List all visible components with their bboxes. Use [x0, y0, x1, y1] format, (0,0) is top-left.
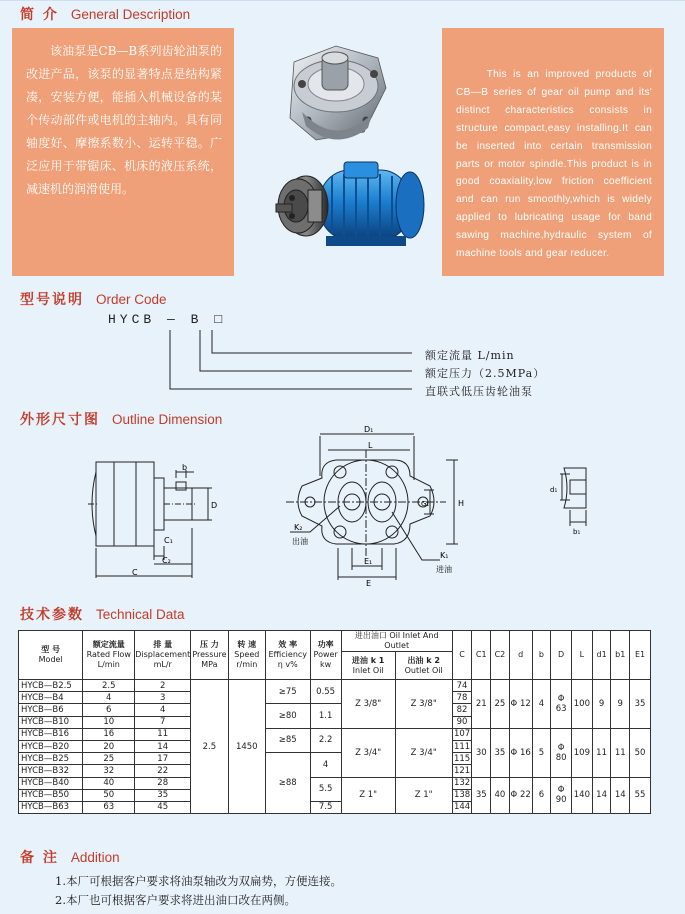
- th-speed: 转 速 Speed r/min: [228, 631, 265, 680]
- dim-C2: C₂: [162, 556, 171, 565]
- intro-cn-box: [12, 28, 234, 276]
- table-row: HYCB—B50 50 35 138: [19, 789, 651, 801]
- addition-title: [20, 847, 120, 867]
- th-E1: E1: [630, 631, 651, 680]
- table-row: HYCB—B6 6 4 ≥80 1.1 82: [19, 704, 651, 716]
- th-C1: C1: [472, 631, 491, 680]
- pressure-value: 2.5: [191, 680, 228, 814]
- order-line-type: 直联式低压齿轮油泵: [425, 385, 533, 398]
- table-row: HYCB—B25 25 17 ≥88 4 115: [19, 753, 651, 765]
- th-b1: b1: [611, 631, 630, 680]
- th-power: 功率 Power kw: [310, 631, 341, 680]
- note-1: 1.本厂可根据客户要求将油泵轴改为双扁势，方便连接。: [55, 874, 342, 888]
- dim-D: D: [211, 501, 218, 510]
- table-row: HYCB—B20 20 14 111: [19, 740, 651, 752]
- dim-b: b: [182, 463, 188, 472]
- th-outlet: 出油 k 2 Outlet Oil: [395, 652, 452, 680]
- th-d1: d1: [592, 631, 611, 680]
- intro-en-box: [442, 28, 664, 276]
- dim-C: C: [132, 568, 138, 577]
- dim-D1: D₁: [364, 425, 374, 434]
- intro-title-cn: 简 介: [20, 7, 59, 23]
- order-code-legend: [425, 347, 545, 401]
- th-efficiency: 效 率 Efficiency η v%: [265, 631, 310, 680]
- product-photos: [236, 28, 440, 278]
- speed-value: 1450: [228, 680, 265, 814]
- addition-title-en: Addition: [70, 850, 120, 865]
- th-C2: C2: [491, 631, 510, 680]
- intro-title: [20, 4, 190, 24]
- dim-E: E: [366, 579, 372, 588]
- outline-title-cn: 外形尺寸图: [20, 412, 100, 428]
- dim-G1: G₁: [421, 500, 430, 508]
- order-line-flow: 额定流量 L/min: [425, 349, 515, 362]
- dim-K1: K₁: [440, 551, 449, 560]
- order-title-en: Order Code: [96, 292, 167, 307]
- outline-title-en: Outline Dimension: [112, 412, 223, 427]
- side-view-drawing: [84, 448, 224, 588]
- th-displacement: 排 量 Displacement mL/r: [135, 631, 191, 680]
- th-C: C: [452, 631, 472, 680]
- th-d: d: [509, 631, 532, 680]
- table-row: HYCB—B4 4 3 78: [19, 692, 651, 704]
- tech-title-cn: 技术参数: [20, 607, 84, 623]
- dim-E1: E₁: [364, 557, 373, 566]
- tech-title-en: Technical Data: [96, 607, 185, 622]
- order-code-leaders: [150, 326, 450, 396]
- intro-desc-en: This is an improved products of CB—B series of gear oil pump and its' distinct characteristics consists in structure compact,easy installing.It can be inserted into certain transmission parts or motor spindle.This product is in good coaxiality,low friction coefficient and can run smoothly,which is widely applied to lubricating usage for band sawing machine,hydraulic system of machine tools and gear reducer.: [456, 69, 652, 260]
- table-row: HYCB—B10 10 7 90: [19, 716, 651, 728]
- intro-desc-cn: 该油泵是CB—B系列齿轮油泵的改进产品，该泵的显著特点是结构紧凑，安装方便，能插入机械设备的某个传动部件或电机的主轴内。具有同轴度好、摩擦系数小、运转平稳。广泛应用于带锯床、机床的液压系统，减速机的润滑使用。: [26, 44, 222, 196]
- th-model: 型 号 Model: [19, 631, 83, 680]
- table-row: HYCB—B32 32 22 121: [19, 765, 651, 777]
- th-pressure: 压 力 Pressure MPa: [191, 631, 228, 680]
- note-2: 2.本厂也可根据客户要求将进出油口改在两侧。: [55, 893, 296, 907]
- outline-title: [20, 409, 222, 429]
- order-title: [20, 289, 167, 309]
- th-inlet: 进油 k 1 Inlet Oil: [341, 652, 395, 680]
- label-inlet: 进油: [436, 565, 452, 574]
- motor-pump-photo: [276, 162, 424, 246]
- dim-L: L: [368, 441, 373, 450]
- dim-C1: C₁: [164, 536, 173, 545]
- th-b: b: [532, 631, 551, 680]
- table-row: HYCB—B63 63 45 7.5 144: [19, 801, 651, 813]
- th-D: D: [551, 631, 572, 680]
- tech-title: [20, 604, 185, 624]
- dim-K2: K₂: [294, 523, 303, 532]
- table-row: HYCB—B16 16 11 ≥85 2.2 Z 3/4" Z 3/4" 107 30 35 Φ 16 5 Φ 80 109 11 11 50: [19, 728, 651, 740]
- table-row: HYCB—B40 40 28 5.5 Z 1" Z 1" 132 35 40 Φ 22 6 Φ 90 140 14 14 55: [19, 777, 651, 789]
- th-L: L: [572, 631, 593, 680]
- label-outlet: 出油: [292, 537, 308, 546]
- order-line-pressure: 额定压力（2.5MPa）: [425, 367, 546, 380]
- dim-b1: b₁: [573, 528, 581, 536]
- order-code: HYCB — B □: [108, 312, 227, 327]
- th-ports: 进出油口 Oil Inlet And Outlet: [341, 631, 452, 652]
- table-row: HYCB—B2.5 2.5 2 2.5 1450 ≥75 0.55 Z 3/8" Z 3/8" 74 21 25 Φ 12 4 Φ 63 100 9 9 35: [19, 680, 651, 692]
- dim-d1: d₁: [550, 486, 558, 494]
- addition-notes: [55, 872, 342, 910]
- front-view-drawing: [280, 420, 470, 590]
- order-title-cn: 型号说明: [20, 292, 84, 308]
- gear-pump-photo: [290, 46, 386, 140]
- tech-data-table: [18, 630, 651, 814]
- addition-title-cn: 备 注: [20, 850, 59, 866]
- dim-H: H: [458, 499, 465, 508]
- intro-title-en: General Description: [70, 7, 191, 22]
- keyway-detail-drawing: [540, 460, 600, 540]
- th-flow: 额定流量 Rated Flow L/min: [83, 631, 135, 680]
